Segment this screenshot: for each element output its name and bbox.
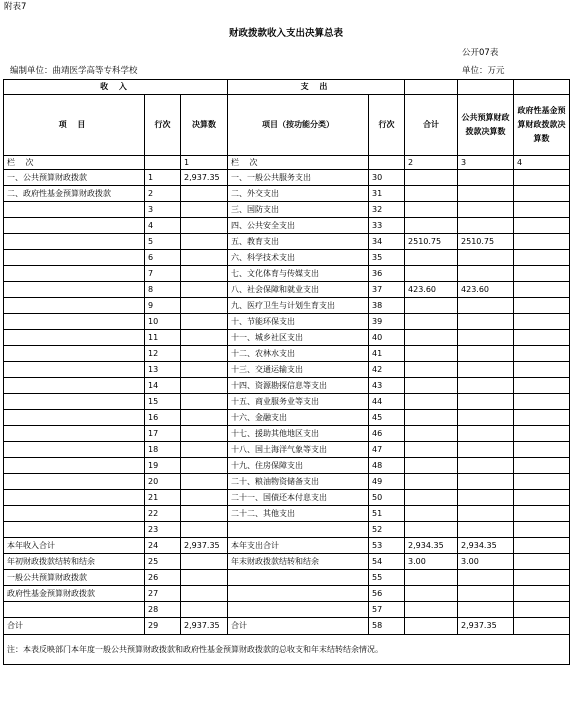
income-item: 二、政府性基金预算财政拨款 — [4, 186, 145, 202]
gov-fund-amount — [514, 522, 570, 538]
expense-item — [228, 602, 369, 618]
expense-item: 二十、粮油物资储备支出 — [228, 474, 369, 490]
table-row — [4, 490, 570, 506]
expense-line-no: 30 — [369, 170, 405, 186]
table-row — [4, 170, 570, 186]
gov-fund-amount — [514, 490, 570, 506]
expense-line-no: 45 — [369, 410, 405, 426]
expense-item: 十一、城乡社区支出 — [228, 330, 369, 346]
gov-fund-amount — [514, 314, 570, 330]
total-amount — [405, 250, 458, 266]
income-item — [4, 506, 145, 522]
income-item: 政府性基金预算财政拨款 — [4, 586, 145, 602]
income-item — [4, 330, 145, 346]
gov-fund-amount — [514, 202, 570, 218]
public-budget-amount — [458, 602, 514, 618]
income-amount — [181, 458, 228, 474]
gov-fund-amount — [514, 554, 570, 570]
income-line-no: 23 — [145, 522, 181, 538]
public-budget-amount — [458, 218, 514, 234]
income-amount — [181, 346, 228, 362]
income-item — [4, 426, 145, 442]
total-amount: 423.60 — [405, 282, 458, 298]
table-row — [4, 602, 570, 618]
total-amount — [405, 298, 458, 314]
income-line-no: 11 — [145, 330, 181, 346]
public-budget-amount — [458, 490, 514, 506]
public-budget-amount — [458, 458, 514, 474]
gov-fund-amount — [514, 378, 570, 394]
table-row — [4, 586, 570, 602]
expense-line-no: 34 — [369, 234, 405, 250]
public-budget-amount — [458, 570, 514, 586]
income-item — [4, 314, 145, 330]
public-budget-amount — [458, 506, 514, 522]
income-item: 一般公共预算财政拨款 — [4, 570, 145, 586]
expense-item: 六、科学技术支出 — [228, 250, 369, 266]
table-note: 注：本表反映部门本年度一般公共预算财政拨款和政府性基金预算财政拨款的总收支和年末结转结余情况。 — [4, 635, 570, 665]
income-line-no: 4 — [145, 218, 181, 234]
public-budget-amount: 3.00 — [458, 554, 514, 570]
table-row — [4, 218, 570, 234]
expense-item: 本年支出合计 — [228, 538, 369, 554]
income-item: 一、公共预算财政拨款 — [4, 170, 145, 186]
expense-item: 十七、援助其他地区支出 — [228, 426, 369, 442]
income-item — [4, 602, 145, 618]
income-item — [4, 346, 145, 362]
income-amount — [181, 378, 228, 394]
table-row — [4, 362, 570, 378]
expense-line-no: 38 — [369, 298, 405, 314]
income-line-no: 8 — [145, 282, 181, 298]
total-amount — [405, 378, 458, 394]
income-line-no: 6 — [145, 250, 181, 266]
income-amount — [181, 602, 228, 618]
expense-item: 九、医疗卫生与计划生育支出 — [228, 298, 369, 314]
income-item: 本年收入合计 — [4, 538, 145, 554]
total-amount — [405, 186, 458, 202]
gov-fund-amount — [514, 538, 570, 554]
expense-line-no: 50 — [369, 490, 405, 506]
income-line-no: 5 — [145, 234, 181, 250]
income-line-no-header: 行次 — [145, 95, 181, 156]
expense-line-no: 43 — [369, 378, 405, 394]
table-row — [4, 202, 570, 218]
expense-line-no: 36 — [369, 266, 405, 282]
expense-item: 十四、资源勘探信息等支出 — [228, 378, 369, 394]
income-item — [4, 282, 145, 298]
income-line-no: 12 — [145, 346, 181, 362]
expense-line-no: 35 — [369, 250, 405, 266]
total-amount — [405, 506, 458, 522]
table-row — [4, 330, 570, 346]
income-line-no: 15 — [145, 394, 181, 410]
income-amount — [181, 554, 228, 570]
gov-fund-amount — [514, 170, 570, 186]
expense-line-no: 53 — [369, 538, 405, 554]
gov-fund-amount — [514, 602, 570, 618]
income-amount — [181, 266, 228, 282]
form-code: 公开07表 — [462, 48, 499, 58]
expense-line-no: 32 — [369, 202, 405, 218]
income-amount — [181, 186, 228, 202]
total-amount — [405, 346, 458, 362]
gov-fund-amount — [514, 218, 570, 234]
public-budget-amount — [458, 266, 514, 282]
total-amount — [405, 586, 458, 602]
public-budget-amount — [458, 586, 514, 602]
income-amount — [181, 234, 228, 250]
table-row — [4, 266, 570, 282]
expense-line-no: 52 — [369, 522, 405, 538]
total-amount — [405, 362, 458, 378]
gov-fund-amount — [514, 442, 570, 458]
income-line-no: 28 — [145, 602, 181, 618]
public-budget-amount — [458, 522, 514, 538]
income-line-no: 24 — [145, 538, 181, 554]
expense-line-no: 47 — [369, 442, 405, 458]
gov-fund-amount — [514, 474, 570, 490]
public-budget-amount — [458, 186, 514, 202]
income-line-no: 19 — [145, 458, 181, 474]
income-line-no: 7 — [145, 266, 181, 282]
total-amount — [405, 314, 458, 330]
attachment-label: 附表7 — [4, 2, 27, 12]
income-item — [4, 442, 145, 458]
fiscal-summary-table — [3, 79, 570, 665]
total-header: 合计 — [405, 95, 458, 156]
expense-item-header: 项目（按功能分类） — [228, 95, 369, 156]
expense-item: 十九、住房保障支出 — [228, 458, 369, 474]
expense-item: 十二、农林水支出 — [228, 346, 369, 362]
expense-line-no: 33 — [369, 218, 405, 234]
gov-fund-amount — [514, 234, 570, 250]
income-line-no: 26 — [145, 570, 181, 586]
public-budget-amount: 2510.75 — [458, 234, 514, 250]
public-budget-amount — [458, 330, 514, 346]
expense-line-no: 39 — [369, 314, 405, 330]
public-budget-amount: 423.60 — [458, 282, 514, 298]
income-item — [4, 490, 145, 506]
income-line-no: 25 — [145, 554, 181, 570]
public-budget-amount — [458, 426, 514, 442]
table-row — [4, 346, 570, 362]
table-row — [4, 442, 570, 458]
income-amount — [181, 522, 228, 538]
income-amount — [181, 314, 228, 330]
income-amount — [181, 570, 228, 586]
income-amount — [181, 282, 228, 298]
expense-line-no: 56 — [369, 586, 405, 602]
table-row — [4, 538, 570, 554]
public-budget-amount — [458, 410, 514, 426]
income-item — [4, 394, 145, 410]
income-line-no: 20 — [145, 474, 181, 490]
gov-fund-amount — [514, 266, 570, 282]
total-amount — [405, 170, 458, 186]
gov-fund-amount — [514, 426, 570, 442]
note-row — [4, 635, 570, 665]
income-line-no: 10 — [145, 314, 181, 330]
income-line-no: 2 — [145, 186, 181, 202]
total-amount — [405, 602, 458, 618]
gov-fund-amount — [514, 570, 570, 586]
expense-item: 七、文化体育与传媒支出 — [228, 266, 369, 282]
income-line-no: 1 — [145, 170, 181, 186]
gov-fund-amount — [514, 330, 570, 346]
total-amount — [405, 570, 458, 586]
expense-item: 四、公共安全支出 — [228, 218, 369, 234]
income-line-no: 21 — [145, 490, 181, 506]
total-amount — [405, 522, 458, 538]
income-item: 年初财政拨款结转和结余 — [4, 554, 145, 570]
income-amount — [181, 586, 228, 602]
public-budget-amount — [458, 346, 514, 362]
table-row — [4, 426, 570, 442]
expense-line-no: 46 — [369, 426, 405, 442]
income-item — [4, 218, 145, 234]
total-amount — [405, 394, 458, 410]
income-amount — [181, 362, 228, 378]
public-budget-amount — [458, 474, 514, 490]
public-budget-amount — [458, 362, 514, 378]
organization-label: 编制单位：曲靖医学高等专科学校 — [10, 66, 138, 76]
expense-item: 二十二、其他支出 — [228, 506, 369, 522]
header-row-2 — [4, 95, 570, 156]
expense-item — [228, 570, 369, 586]
expense-line-no: 55 — [369, 570, 405, 586]
public-budget-amount — [458, 170, 514, 186]
income-item — [4, 410, 145, 426]
income-line-no: 22 — [145, 506, 181, 522]
income-item — [4, 234, 145, 250]
public-budget-amount — [458, 314, 514, 330]
income-amount — [181, 394, 228, 410]
unit-label: 单位：万元 — [462, 66, 505, 76]
total-amount — [405, 410, 458, 426]
public-budget-amount — [458, 394, 514, 410]
table-row — [4, 282, 570, 298]
expense-item — [228, 586, 369, 602]
income-amount — [181, 490, 228, 506]
table-row — [4, 298, 570, 314]
income-amount — [181, 330, 228, 346]
expense-line-no: 37 — [369, 282, 405, 298]
gov-fund-amount — [514, 186, 570, 202]
table-row — [4, 186, 570, 202]
income-amount — [181, 218, 228, 234]
income-amount — [181, 410, 228, 426]
income-line-no: 9 — [145, 298, 181, 314]
table-row — [4, 506, 570, 522]
expense-item: 十六、金融支出 — [228, 410, 369, 426]
total-amount — [405, 218, 458, 234]
public-budget-amount — [458, 442, 514, 458]
expense-item: 年末财政拨款结转和结余 — [228, 554, 369, 570]
total-amount — [405, 426, 458, 442]
income-item-header: 项 目 — [4, 95, 145, 156]
income-amount — [181, 506, 228, 522]
gov-fund-amount — [514, 506, 570, 522]
expense-line-no: 51 — [369, 506, 405, 522]
income-item — [4, 298, 145, 314]
expense-item: 十、节能环保支出 — [228, 314, 369, 330]
gov-fund-amount — [514, 346, 570, 362]
expense-item: 二、外交支出 — [228, 186, 369, 202]
gov-fund-amount — [514, 586, 570, 602]
expense-line-no: 49 — [369, 474, 405, 490]
expense-line-no: 44 — [369, 394, 405, 410]
income-amount — [181, 426, 228, 442]
public-budget-amount — [458, 298, 514, 314]
income-line-no: 16 — [145, 410, 181, 426]
gov-fund-amount — [514, 362, 570, 378]
total-amount: 3.00 — [405, 554, 458, 570]
table-row — [4, 378, 570, 394]
income-amount — [181, 474, 228, 490]
income-item — [4, 266, 145, 282]
expense-item: 三、国防支出 — [228, 202, 369, 218]
gov-fund-amount — [514, 282, 570, 298]
grand-total-row: 合计 29 2,937.35 合计 58 2,937.35 — [4, 618, 570, 635]
income-item — [4, 458, 145, 474]
income-amount — [181, 202, 228, 218]
income-item — [4, 362, 145, 378]
total-amount: 2510.75 — [405, 234, 458, 250]
expense-item — [228, 522, 369, 538]
expense-item: 八、社会保障和就业支出 — [228, 282, 369, 298]
gov-fund-amount — [514, 410, 570, 426]
expense-item: 十五、商业服务业等支出 — [228, 394, 369, 410]
gov-fund-amount — [514, 458, 570, 474]
table-row — [4, 234, 570, 250]
public-budget-amount: 2,934.35 — [458, 538, 514, 554]
income-line-no: 13 — [145, 362, 181, 378]
expense-line-no: 57 — [369, 602, 405, 618]
gov-fund-amount — [514, 298, 570, 314]
total-amount — [405, 458, 458, 474]
income-amount: 2,937.35 — [181, 170, 228, 186]
page-title: 财政拨款收入支出决算总表 — [228, 28, 343, 39]
table-row — [4, 410, 570, 426]
total-amount — [405, 442, 458, 458]
income-header: 收 入 — [4, 80, 228, 95]
public-budget-amount — [458, 378, 514, 394]
table-row — [4, 250, 570, 266]
gov-fund-amount — [514, 394, 570, 410]
income-item — [4, 378, 145, 394]
table-row — [4, 458, 570, 474]
table-row — [4, 570, 570, 586]
public-budget-amount — [458, 250, 514, 266]
table-row — [4, 314, 570, 330]
expense-item: 十八、国土海洋气象等支出 — [228, 442, 369, 458]
expense-item: 十三、交通运输支出 — [228, 362, 369, 378]
public-budget-header: 公共预算财政拨款决算数 — [458, 95, 514, 156]
income-amount: 2,937.35 — [181, 538, 228, 554]
expense-item: 二十一、国债还本付息支出 — [228, 490, 369, 506]
expense-item: 一、一般公共服务支出 — [228, 170, 369, 186]
income-amount — [181, 442, 228, 458]
income-item — [4, 250, 145, 266]
expense-header: 支 出 — [228, 80, 405, 95]
expense-line-no-header: 行次 — [369, 95, 405, 156]
income-amount-header: 决算数 — [181, 95, 228, 156]
income-amount — [181, 250, 228, 266]
total-amount — [405, 266, 458, 282]
income-item — [4, 474, 145, 490]
income-line-no: 17 — [145, 426, 181, 442]
income-line-no: 27 — [145, 586, 181, 602]
column-number-row: 栏 次 1 栏 次 2 3 4 — [4, 156, 570, 170]
gov-fund-amount — [514, 250, 570, 266]
public-budget-amount — [458, 202, 514, 218]
gov-fund-header: 政府性基金预算财政拨款决算数 — [514, 95, 570, 156]
total-amount — [405, 474, 458, 490]
income-line-no: 3 — [145, 202, 181, 218]
expense-line-no: 42 — [369, 362, 405, 378]
total-amount: 2,934.35 — [405, 538, 458, 554]
income-line-no: 14 — [145, 378, 181, 394]
expense-line-no: 31 — [369, 186, 405, 202]
income-item — [4, 202, 145, 218]
table-row — [4, 474, 570, 490]
expense-line-no: 54 — [369, 554, 405, 570]
income-line-no: 18 — [145, 442, 181, 458]
total-amount — [405, 490, 458, 506]
header-row-1 — [4, 80, 570, 95]
total-amount — [405, 202, 458, 218]
expense-line-no: 41 — [369, 346, 405, 362]
table-row — [4, 554, 570, 570]
expense-item: 五、教育支出 — [228, 234, 369, 250]
table-row — [4, 522, 570, 538]
table-row — [4, 394, 570, 410]
expense-line-no: 48 — [369, 458, 405, 474]
income-item — [4, 522, 145, 538]
total-amount — [405, 330, 458, 346]
income-amount — [181, 298, 228, 314]
expense-line-no: 40 — [369, 330, 405, 346]
